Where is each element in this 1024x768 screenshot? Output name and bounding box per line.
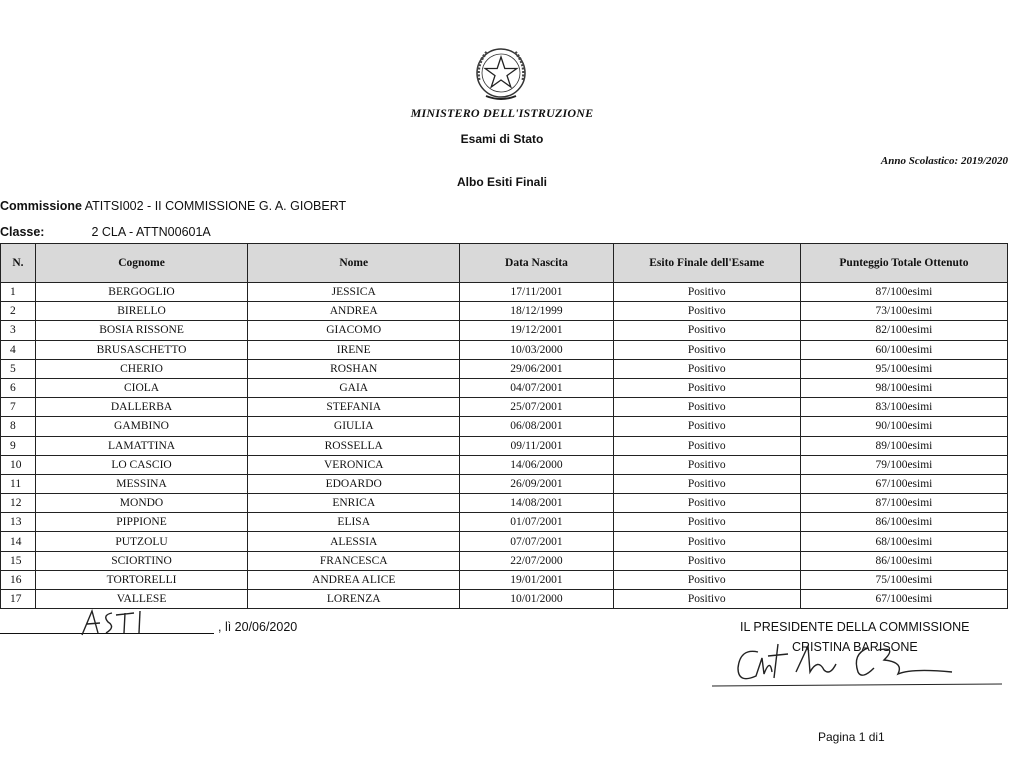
row-number-cell: 2	[1, 302, 36, 321]
commission-label: Commissione	[0, 199, 82, 213]
surname-cell: BOSIA RISSONE	[35, 321, 247, 340]
row-number-cell: 12	[1, 494, 36, 513]
table-row	[1, 570, 1008, 589]
president-title: IL PRESIDENTE DELLA COMMISSIONE	[740, 620, 970, 634]
table-row	[1, 321, 1008, 340]
birth-date-cell: 19/01/2001	[460, 570, 613, 589]
table-row	[1, 474, 1008, 493]
total-score-cell: 75/100esimi	[800, 570, 1007, 589]
surname-cell: SCIORTINO	[35, 551, 247, 570]
birth-date-cell: 06/08/2001	[460, 417, 613, 436]
exam-outcome-cell: Positivo	[613, 321, 800, 340]
total-score-cell: 67/100esimi	[800, 474, 1007, 493]
birth-date-cell: 04/07/2001	[460, 378, 613, 397]
exam-outcome-cell: Positivo	[613, 283, 800, 302]
row-number-cell: 1	[1, 283, 36, 302]
class-value: 2 CLA - ATTN00601A	[91, 225, 211, 239]
exam-subtitle: Esami di Stato	[460, 132, 544, 146]
school-year: Anno Scolastico: 2019/2020	[880, 155, 1008, 167]
table-row	[1, 378, 1008, 397]
total-score-cell: 98/100esimi	[800, 378, 1007, 397]
row-number-cell: 4	[1, 340, 36, 359]
table-row	[1, 436, 1008, 455]
exam-outcome-cell: Positivo	[613, 551, 800, 570]
birth-date-cell: 10/03/2000	[460, 340, 613, 359]
table-row	[1, 283, 1008, 302]
commission-line	[0, 199, 346, 213]
surname-cell: BRUSASCHETTO	[35, 340, 247, 359]
table-row	[1, 551, 1008, 570]
first-name-cell: JESSICA	[248, 283, 460, 302]
results-board-title: Albo Esiti Finali	[456, 175, 547, 189]
first-name-cell: GIULIA	[248, 417, 460, 436]
row-number-cell: 5	[1, 359, 36, 378]
total-score-cell: 67/100esimi	[800, 590, 1007, 609]
total-score-cell: 83/100esimi	[800, 398, 1007, 417]
exam-outcome-cell: Positivo	[613, 455, 800, 474]
total-score-cell: 86/100esimi	[800, 551, 1007, 570]
surname-cell: PIPPIONE	[35, 513, 247, 532]
republic-emblem-icon	[470, 42, 532, 104]
birth-date-cell: 25/07/2001	[460, 398, 613, 417]
exam-outcome-cell: Positivo	[613, 378, 800, 397]
table-row	[1, 359, 1008, 378]
page-number: Pagina 1 di1	[818, 730, 885, 744]
row-number-cell: 16	[1, 570, 36, 589]
class-label: Classe:	[0, 225, 45, 239]
exam-outcome-cell: Positivo	[613, 513, 800, 532]
surname-cell: TORTORELLI	[35, 570, 247, 589]
birth-date-cell: 14/08/2001	[460, 494, 613, 513]
president-name: CRISTINA BARISONE	[792, 640, 918, 654]
surname-cell: PUTZOLU	[35, 532, 247, 551]
table-row	[1, 532, 1008, 551]
table-row	[1, 494, 1008, 513]
row-number-cell: 10	[1, 455, 36, 474]
surname-cell: GAMBINO	[35, 417, 247, 436]
exam-outcome-cell: Positivo	[613, 436, 800, 455]
row-number-cell: 11	[1, 474, 36, 493]
row-number-cell: 14	[1, 532, 36, 551]
birth-date-cell: 29/06/2001	[460, 359, 613, 378]
total-score-cell: 68/100esimi	[800, 532, 1007, 551]
row-number-cell: 7	[1, 398, 36, 417]
table-row	[1, 302, 1008, 321]
column-header-score: Punteggio Totale Ottenuto	[800, 244, 1007, 283]
column-header-number: N.	[1, 244, 36, 283]
total-score-cell: 95/100esimi	[800, 359, 1007, 378]
column-header-birthdate: Data Nascita	[460, 244, 613, 283]
exam-outcome-cell: Positivo	[613, 340, 800, 359]
exam-outcome-cell: Positivo	[613, 359, 800, 378]
row-number-cell: 15	[1, 551, 36, 570]
table-row	[1, 513, 1008, 532]
birth-date-cell: 14/06/2000	[460, 455, 613, 474]
row-number-cell: 17	[1, 590, 36, 609]
first-name-cell: ANDREA ALICE	[248, 570, 460, 589]
surname-cell: CIOLA	[35, 378, 247, 397]
birth-date-cell: 10/01/2000	[460, 590, 613, 609]
table-row	[1, 398, 1008, 417]
exam-outcome-cell: Positivo	[613, 417, 800, 436]
ministry-title: MINISTERO DELL'ISTRUZIONE	[410, 106, 594, 120]
first-name-cell: STEFANIA	[248, 398, 460, 417]
first-name-cell: EDOARDO	[248, 474, 460, 493]
president-handwritten-signature	[712, 628, 1002, 698]
first-name-cell: ELISA	[248, 513, 460, 532]
total-score-cell: 89/100esimi	[800, 436, 1007, 455]
row-number-cell: 13	[1, 513, 36, 532]
birth-date-cell: 18/12/1999	[460, 302, 613, 321]
surname-cell: VALLESE	[35, 590, 247, 609]
first-name-cell: ENRICA	[248, 494, 460, 513]
exam-outcome-cell: Positivo	[613, 570, 800, 589]
total-score-cell: 60/100esimi	[800, 340, 1007, 359]
birth-date-cell: 17/11/2001	[460, 283, 613, 302]
birth-date-cell: 26/09/2001	[460, 474, 613, 493]
first-name-cell: LORENZA	[248, 590, 460, 609]
first-name-cell: ALESSIA	[248, 532, 460, 551]
class-line	[0, 225, 211, 239]
exam-outcome-cell: Positivo	[613, 474, 800, 493]
birth-date-cell: 22/07/2000	[460, 551, 613, 570]
first-name-cell: GIACOMO	[248, 321, 460, 340]
total-score-cell: 73/100esimi	[800, 302, 1007, 321]
first-name-cell: IRENE	[248, 340, 460, 359]
row-number-cell: 8	[1, 417, 36, 436]
results-table-body	[1, 283, 1008, 609]
birth-date-cell: 07/07/2001	[460, 532, 613, 551]
birth-date-cell: 09/11/2001	[460, 436, 613, 455]
table-row	[1, 455, 1008, 474]
first-name-cell: ROSSELLA	[248, 436, 460, 455]
place-handwritten-signature	[78, 605, 178, 639]
surname-cell: CHERIO	[35, 359, 247, 378]
table-row	[1, 340, 1008, 359]
table-row	[1, 417, 1008, 436]
surname-cell: LAMATTINA	[35, 436, 247, 455]
column-header-name: Nome	[248, 244, 460, 283]
surname-cell: DALLERBA	[35, 398, 247, 417]
birth-date-cell: 19/12/2001	[460, 321, 613, 340]
table-header-row	[1, 244, 1008, 283]
first-name-cell: GAIA	[248, 378, 460, 397]
first-name-cell: ROSHAN	[248, 359, 460, 378]
total-score-cell: 86/100esimi	[800, 513, 1007, 532]
column-header-outcome: Esito Finale dell'Esame	[613, 244, 800, 283]
total-score-cell: 82/100esimi	[800, 321, 1007, 340]
row-number-cell: 9	[1, 436, 36, 455]
surname-cell: MESSINA	[35, 474, 247, 493]
exam-outcome-cell: Positivo	[613, 398, 800, 417]
total-score-cell: 87/100esimi	[800, 494, 1007, 513]
column-header-surname: Cognome	[35, 244, 247, 283]
exam-outcome-cell: Positivo	[613, 590, 800, 609]
surname-cell: BIRELLO	[35, 302, 247, 321]
total-score-cell: 79/100esimi	[800, 455, 1007, 474]
surname-cell: LO CASCIO	[35, 455, 247, 474]
surname-cell: BERGOGLIO	[35, 283, 247, 302]
first-name-cell: FRANCESCA	[248, 551, 460, 570]
exam-outcome-cell: Positivo	[613, 494, 800, 513]
exam-outcome-cell: Positivo	[613, 532, 800, 551]
results-table	[0, 243, 1008, 609]
total-score-cell: 90/100esimi	[800, 417, 1007, 436]
exam-outcome-cell: Positivo	[613, 302, 800, 321]
total-score-cell: 87/100esimi	[800, 283, 1007, 302]
birth-date-cell: 01/07/2001	[460, 513, 613, 532]
row-number-cell: 3	[1, 321, 36, 340]
place-date: , lì 20/06/2020	[218, 620, 298, 634]
row-number-cell: 6	[1, 378, 36, 397]
first-name-cell: VERONICA	[248, 455, 460, 474]
commission-value: ATITSI002 - II COMMISSIONE G. A. GIOBERT	[84, 199, 347, 213]
first-name-cell: ANDREA	[248, 302, 460, 321]
surname-cell: MONDO	[35, 494, 247, 513]
